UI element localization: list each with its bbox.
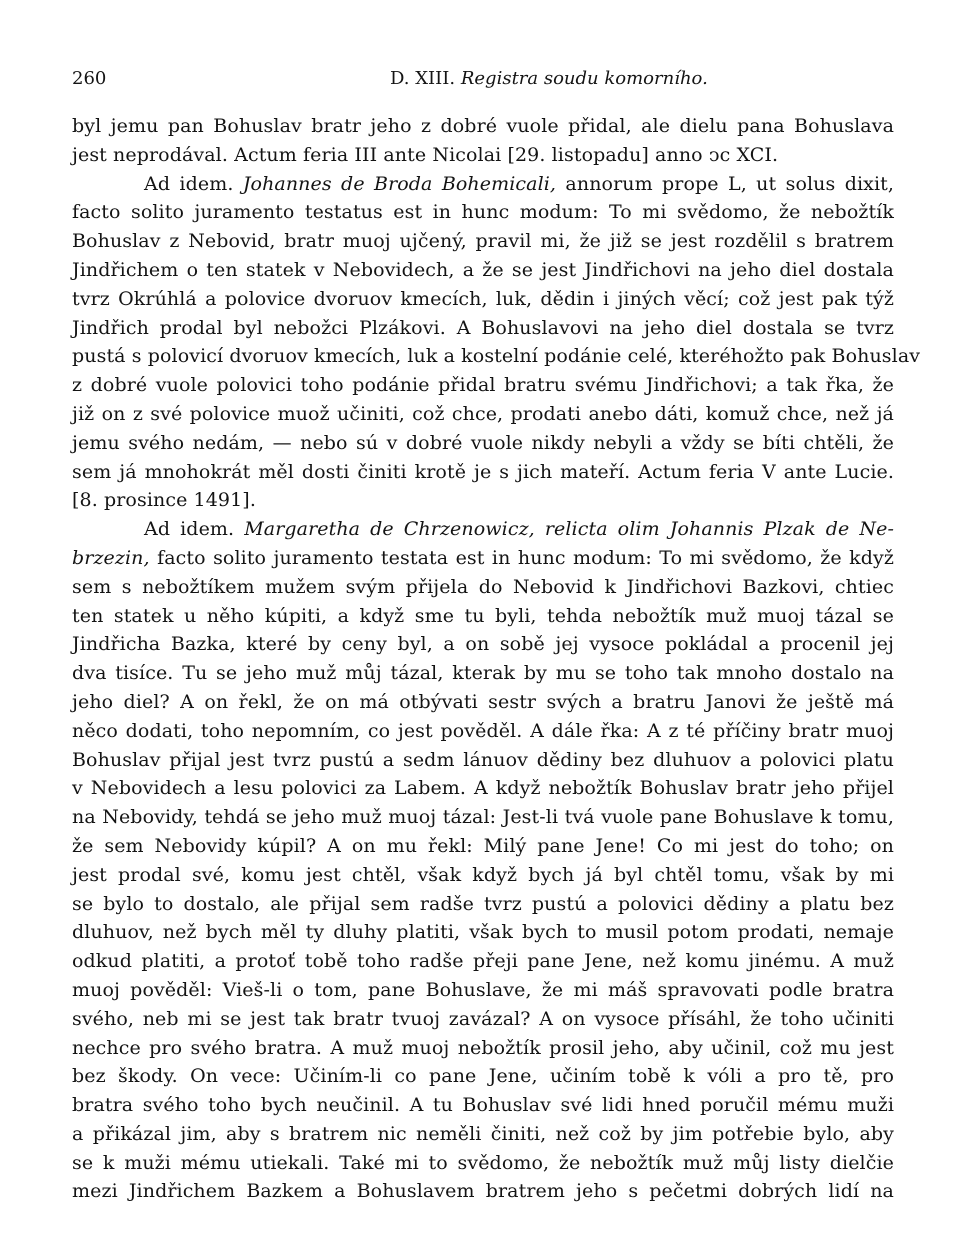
italic-text: brzezin, bbox=[72, 546, 150, 569]
text-line bbox=[72, 918, 894, 947]
text-line bbox=[72, 1005, 894, 1034]
italic-text: Margaretha de Chrzenowicz, relicta olim Johannis Plzak de Ne- bbox=[244, 518, 894, 541]
text-line bbox=[72, 976, 894, 1005]
text-segment: jest prodal své, komu jest chtěl, však když bych já byl chtěl tomu, však by mi bbox=[72, 863, 894, 886]
text-segment: se bylo to dostalo, ale přijal sem radše tvrz pustú a polovici dědiny a platu bez bbox=[72, 892, 894, 915]
text-line bbox=[72, 141, 894, 170]
running-head bbox=[390, 66, 708, 92]
text-segment: Jindřichem o ten statek v Nebovidech, a že se jest Jindřichovi na jeho diel dostala bbox=[72, 258, 894, 281]
text-line bbox=[72, 544, 894, 573]
text-line bbox=[72, 486, 894, 515]
text-segment: tvrz Okrúhlá a polovice dvoruov kmecích, luk, dědin i jiných věcí; což jest pak týž bbox=[72, 287, 894, 310]
text-segment: Bohuslav z Nebovid, bratr muoj ujčený, pravil mi, že již se jest rozdělil s bratrem bbox=[72, 230, 894, 253]
page-header bbox=[72, 66, 892, 92]
text-segment: mezi Jindřichem Bazkem a Bohuslavem bratrem jeho s pečetmi dobrých lidí na bbox=[72, 1180, 894, 1203]
text-segment: Bohuslav přijal jest tvrz pustú a sedm lánuov dědiny bez dluhuov a polovici platu bbox=[72, 748, 894, 771]
text-line bbox=[72, 1062, 894, 1091]
text-segment: dva tisíce. Tu se jeho muž můj tázal, kterak by mu se toho tak mnoho dostalo na bbox=[72, 662, 894, 685]
text-line bbox=[72, 1034, 894, 1063]
text-segment: Jindřicha Bazka, které by ceny byl, a on sobě jej vysoce pokládal a procenil jej bbox=[72, 633, 894, 656]
text-line bbox=[72, 1149, 894, 1178]
text-segment: muoj pověděl: Vieš-li o tom, pane Bohuslave, že mi máš spravovati podle bratra bbox=[72, 978, 894, 1001]
text-line bbox=[72, 1091, 894, 1120]
text-line bbox=[72, 630, 894, 659]
text-line bbox=[72, 1120, 894, 1149]
text-line bbox=[72, 314, 894, 343]
text-segment: Ad idem. bbox=[144, 518, 245, 541]
text-line bbox=[72, 832, 894, 861]
text-line bbox=[72, 947, 894, 976]
text-line bbox=[72, 371, 894, 400]
text-segment: [8. prosince 1491]. bbox=[72, 489, 256, 512]
text-line bbox=[72, 659, 894, 688]
text-line bbox=[72, 515, 894, 544]
text-segment: v Nebovidech a lesu polovici za Labem. A když nebožtík Bohuslav bratr jeho přijel bbox=[72, 777, 894, 800]
text-segment: Jindřich prodal byl nebožci Plzákovi. A Bohuslavovi na jeho diel dostala se tvrz bbox=[72, 316, 894, 339]
text-segment: jeho diel? A on řekl, že on má otbývati sestr svých a bratru Janovi že ještě má bbox=[72, 690, 894, 713]
text-line bbox=[72, 256, 894, 285]
italic-text: Johannes de Broda Bohemicali, bbox=[242, 172, 557, 195]
text-segment: bez škody. On vece: Učiním-li co pane Jene, učiním tobě k vóli a pro tě, pro bbox=[72, 1065, 894, 1088]
text-line bbox=[72, 688, 894, 717]
text-segment: jemu svého nedám, — nebo sú v dobré vuole nikdy nebyli a vždy se bíti chtěli, že bbox=[72, 431, 894, 454]
text-line bbox=[72, 285, 894, 314]
text-line bbox=[72, 170, 894, 199]
text-line bbox=[72, 1177, 894, 1206]
text-segment: jest neprodával. Actum feria III ante Nicolai [29. listopadu] anno ↄc XCI. bbox=[72, 143, 779, 166]
text-line bbox=[72, 890, 894, 919]
text-segment: facto solito juramento testata est in hunc modum: To mi svědomo, že když bbox=[149, 546, 894, 569]
running-head-roman: D. XIII. bbox=[390, 68, 456, 89]
text-line bbox=[72, 342, 921, 371]
text-segment: se k muži mému utiekali. Také mi to svědomo, že nebožtík muž můj listy dielčie bbox=[72, 1151, 894, 1174]
text-segment: nechce pro svého bratra. A muž muoj nebožtík prosil jeho, aby učinil, což mu jest bbox=[72, 1036, 894, 1059]
text-segment: svého, neb mi se jest tak bratr tvuoj zavázal? A on vysoce přísáhl, že toho učiniti bbox=[72, 1007, 894, 1030]
text-segment: Ad idem. bbox=[144, 172, 243, 195]
text-line bbox=[72, 746, 894, 775]
text-segment: že sem Nebovidy kúpil? A on mu řekl: Milý pane Jene! Co mi jest do toho; on bbox=[72, 834, 894, 857]
text-segment: byl jemu pan Bohuslav bratr jeho z dobré vuole přidal, ale dielu pana Bohuslava bbox=[72, 115, 894, 137]
page-number: 260 bbox=[72, 68, 107, 89]
text-segment: sem s nebožtíkem mužem svým přijela do Nebovid k Jindřichovi Bazkovi, chtiec bbox=[72, 575, 894, 598]
text-line bbox=[72, 803, 894, 832]
text-line bbox=[72, 861, 894, 890]
text-segment: dluhuov, než bych měl ty dluhy platiti, však bych to musil potom prodati, nemaje bbox=[72, 921, 894, 944]
text-line bbox=[72, 400, 894, 429]
text-segment: něco dodati, toho nepomním, co jest pověděl. A dále řka: A z té příčiny bratr muoj bbox=[72, 719, 894, 742]
running-head-italic: Registra soudu komorního. bbox=[460, 68, 708, 89]
text-segment: facto solito juramento testatus est in hunc modum: To mi svědomo, že nebožtík bbox=[72, 201, 894, 224]
text-line bbox=[72, 227, 894, 256]
text-line bbox=[72, 717, 894, 746]
text-line bbox=[72, 573, 894, 602]
body-text bbox=[72, 112, 921, 1206]
text-segment: na Nebovidy, tehdá se jeho muž muoj tázal: Jest-li tvá vuole pane Bohuslave k tomu, bbox=[72, 806, 894, 829]
text-segment: pustá s polovicí dvoruov kmecích, luk a kostelní podánie celé, kteréhožto pak Bohuslav bbox=[72, 345, 921, 368]
text-segment: annorum prope L, ut solus dixit, bbox=[556, 172, 895, 195]
text-segment: již on z své polovice muož učiniti, což chce, prodati anebo dáti, komuž chce, než já bbox=[72, 402, 894, 425]
text-segment: sem já mnohokrát měl dosti činiti krotě je s jich mateří. Actum feria V ante Lucie. bbox=[72, 460, 894, 483]
text-line bbox=[72, 458, 894, 487]
text-segment: ten statek u něho kúpiti, a když sme tu byli, tehda nebožtík muž muoj tázal se bbox=[72, 604, 894, 627]
text-line bbox=[72, 774, 894, 803]
text-segment: z dobré vuole polovici toho podánie přidal bratru svému Jindřichovi; a tak řka, že bbox=[72, 374, 894, 397]
text-segment: a přikázal jim, aby s bratrem nic neměli činiti, než což by jim potřebie bylo, aby bbox=[72, 1122, 894, 1145]
text-line bbox=[72, 112, 894, 141]
text-segment: odkud platiti, a protoť tobě toho radše přeji pane Jene, než komu jinému. A muž bbox=[72, 950, 894, 973]
text-segment: bratra svého toho bych neučinil. A tu Bohuslav své lidi hned poručil mému muži bbox=[72, 1094, 894, 1117]
text-line bbox=[72, 602, 894, 631]
text-line bbox=[72, 198, 894, 227]
text-line bbox=[72, 429, 894, 458]
